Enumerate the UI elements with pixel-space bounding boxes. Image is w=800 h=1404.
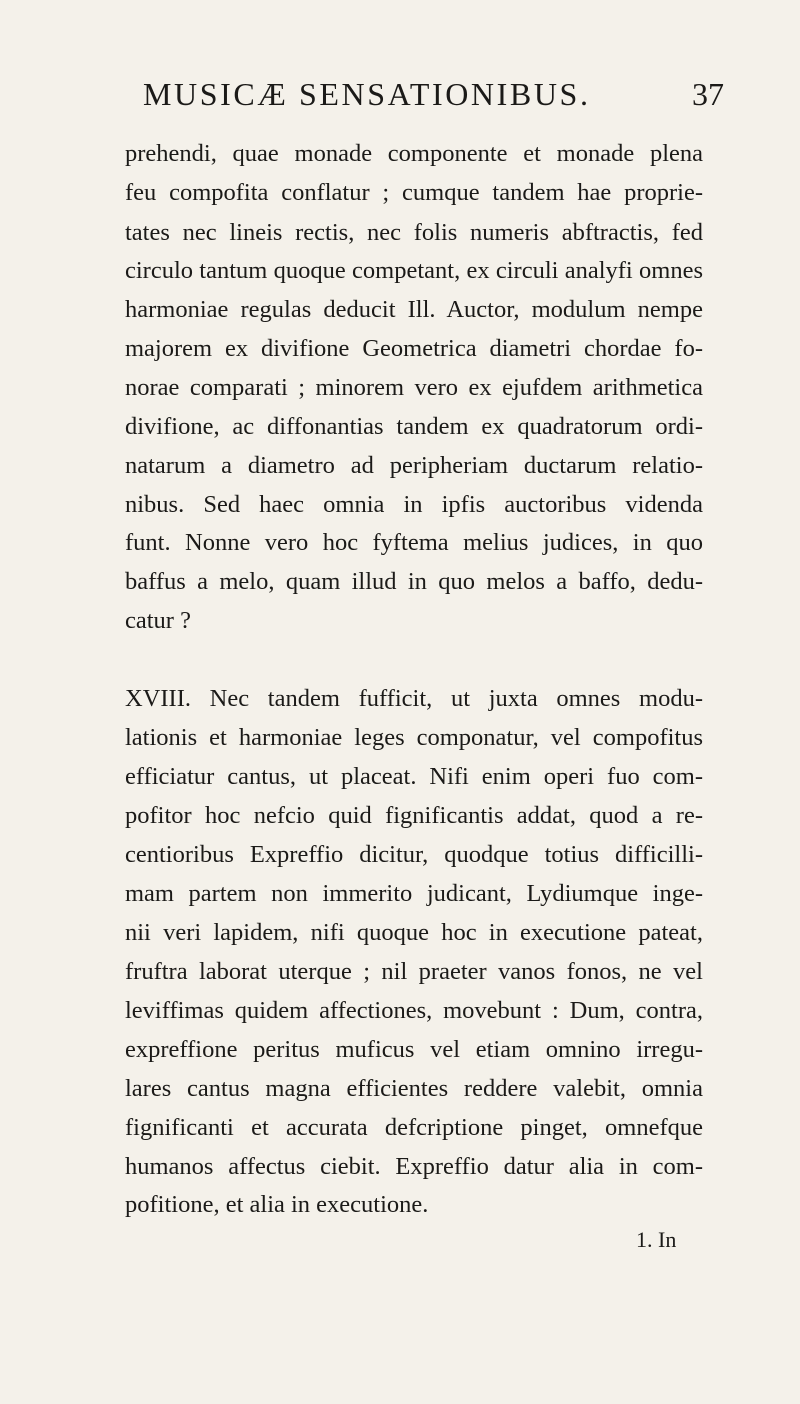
text-line: feu compofita conflatur ; cumque tandem hae proprie- [125,179,703,206]
text-line: nii veri lapidem, nifi quoque hoc in executione pateat, [125,919,703,946]
text-line: pofitor hoc nefcio quid fignificantis addat, quod a re- [125,802,703,829]
text-line: centioribus Expreffio dicitur, quodque totius difficilli- [125,841,703,868]
running-head [0,76,800,116]
text-line: majorem ex divifione Geometrica diametri chordae fo- [125,335,703,362]
text-line: catur ? [125,607,191,634]
text-line: leviffimas quidem affectiones, movebunt : Dum, contra, [125,997,703,1024]
text-line: pofitione, et alia in executione. [125,1191,429,1218]
text-line: efficiatur cantus, ut placeat. Nifi enim operi fuo com- [125,763,703,790]
text-line: norae comparati ; minorem vero ex ejufdem arithmetica [125,374,703,401]
text-line: fignificanti et accurata defcriptione pinget, omnefque [125,1114,703,1141]
text-line: expreffione peritus muficus vel etiam omnino irregu- [125,1036,703,1063]
running-title: MUSICÆ SENSATIONIBUS. [143,76,591,112]
text-line: nibus. Sed haec omnia in ipfis auctoribus videnda [125,491,703,518]
page-number: 37 [692,76,724,112]
text-line: prehendi, quae monade componente et monade plena [125,140,703,167]
catchword: 1. In [636,1227,677,1252]
text-line: fruftra laborat uterque ; nil praeter vanos fonos, ne vel [125,958,703,985]
text-line: humanos affectus ciebit. Expreffio datur alia in com- [125,1153,703,1180]
text-line: lares cantus magna efficientes reddere valebit, omnia [125,1075,703,1102]
text-line: XVIII. Nec tandem fufficit, ut juxta omnes modu- [125,685,703,712]
text-line: divifione, ac diffonantias tandem ex quadratorum ordi- [125,413,703,440]
text-line: lationis et harmoniae leges componatur, vel compofitus [125,724,703,751]
text-line: harmoniae regulas deducit Ill. Auctor, modulum nempe [125,296,703,323]
text-line: circulo tantum quoque competant, ex circuli analyfi omnes [125,257,703,284]
text-line: baffus a melo, quam illud in quo melos a baffo, dedu- [125,568,703,595]
text-line: mam partem non immerito judicant, Lydiumque inge- [125,880,703,907]
text-line: tates nec lineis rectis, nec folis numeris abftractis, fed [125,219,703,246]
text-line: natarum a diametro ad peripheriam ductarum relatio- [125,452,703,479]
text-line: funt. Nonne vero hoc fyftema melius judices, in quo [125,529,703,556]
